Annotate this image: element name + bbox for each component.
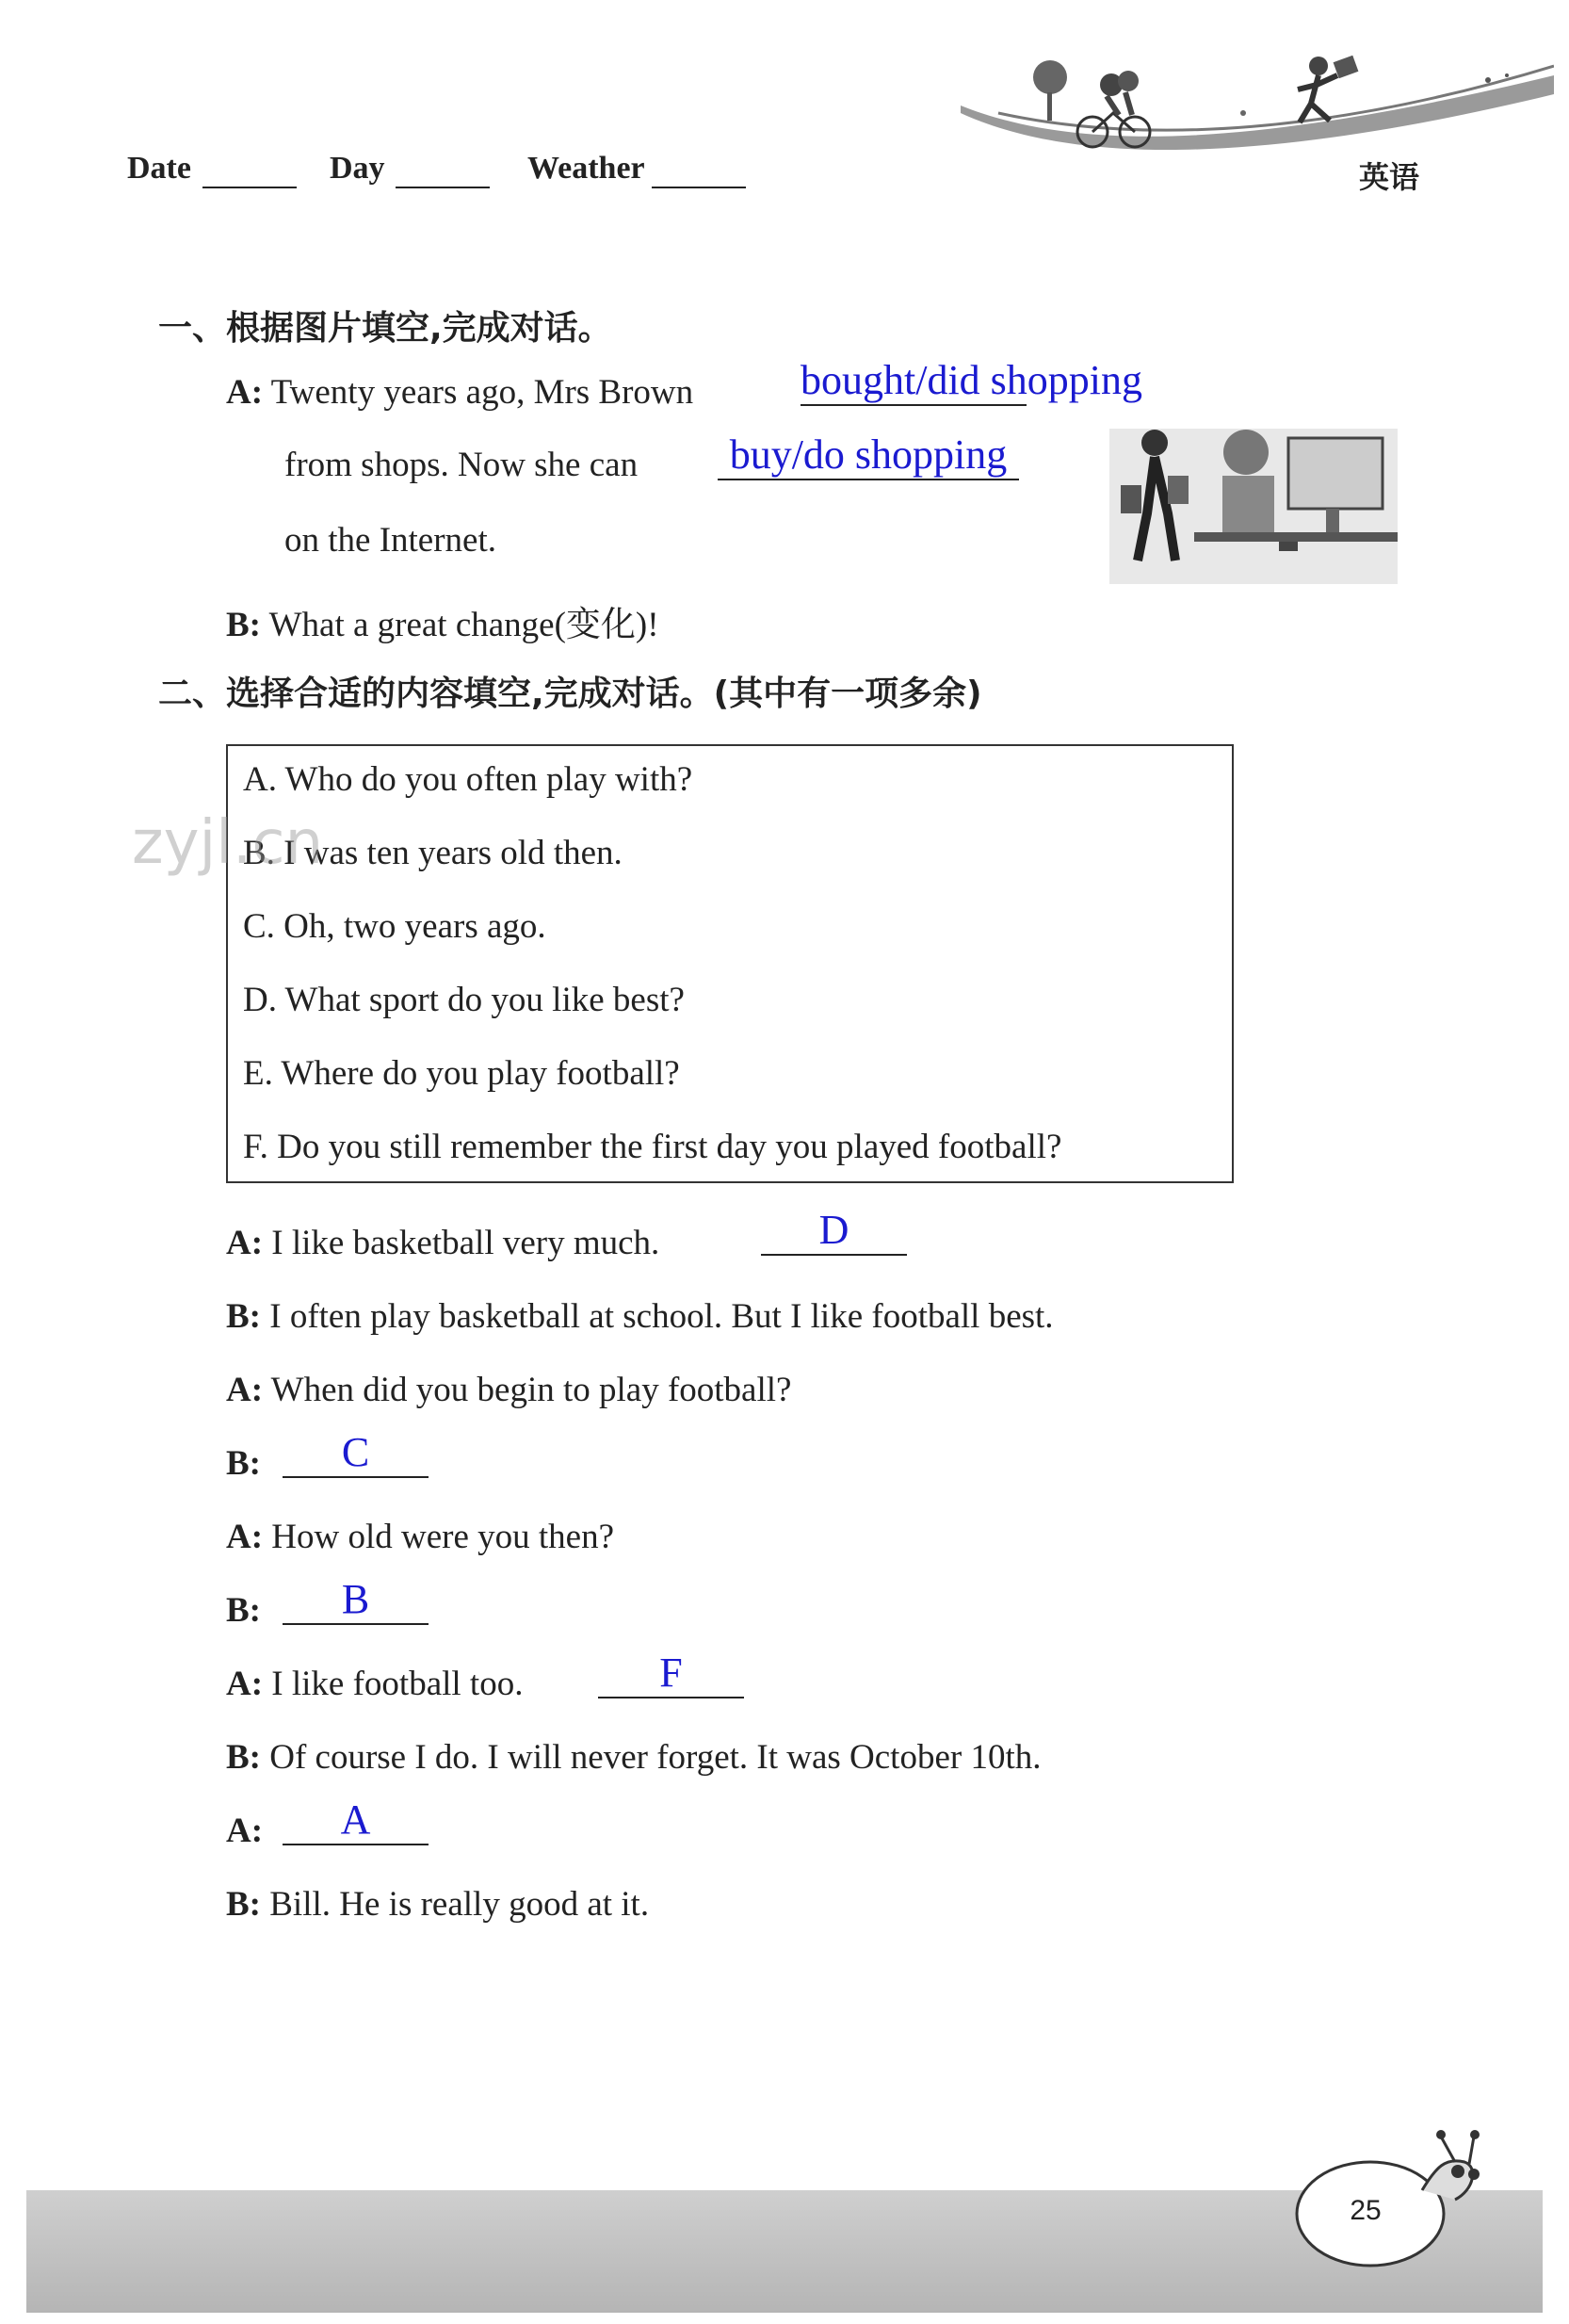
- option-e: E. Where do you play football?: [243, 1054, 680, 1093]
- speaker-a: A:: [226, 1812, 264, 1850]
- section1-title: 一、根据图片填空,完成对话。: [158, 309, 612, 348]
- date-blank: [202, 158, 297, 188]
- day-label: Day: [330, 151, 385, 186]
- speaker-a: A:: [226, 1665, 264, 1703]
- page-number: 25: [1350, 2195, 1382, 2226]
- answer-blank-d[interactable]: D: [761, 1206, 907, 1256]
- speaker-a: A:: [226, 1224, 264, 1262]
- answer-blank-a[interactable]: A: [283, 1796, 429, 1845]
- dialogue-line-2: [226, 1296, 1054, 1337]
- weather-label: Weather: [527, 151, 645, 186]
- shopping-illustration: [1109, 419, 1398, 589]
- dialogue-text: I like football too.: [271, 1665, 524, 1703]
- option-c: C. Oh, two years ago.: [243, 907, 546, 946]
- answer-blank-2[interactable]: buy/do shopping: [718, 431, 1019, 480]
- answer-blank-b[interactable]: B: [283, 1575, 429, 1625]
- speaker-b: B:: [226, 1738, 261, 1777]
- speaker-b: B:: [226, 1885, 261, 1924]
- answer-blank-f[interactable]: F: [598, 1649, 744, 1698]
- dialogue-line-4: [226, 1443, 261, 1484]
- speaker-b: B:: [226, 1444, 261, 1483]
- dialogue-text: Bill. He is really good at it.: [269, 1885, 650, 1924]
- dialogue-text: I like basketball very much.: [271, 1224, 660, 1262]
- speaker-b: B:: [226, 1591, 261, 1630]
- options-box: [226, 744, 1234, 1183]
- section1-line3: on the Internet.: [284, 521, 496, 560]
- answer-blank-1[interactable]: bought/did shopping: [801, 356, 1027, 406]
- option-b: B. I was ten years old then.: [243, 834, 623, 872]
- dialogue-line-3: [226, 1370, 791, 1410]
- dialogue-line-8: [226, 1737, 1042, 1778]
- speaker-a: A:: [226, 373, 264, 412]
- dialogue-line-1: [226, 1223, 659, 1263]
- subject-label: 英语: [1359, 159, 1420, 195]
- dialogue-text: When did you begin to play football?: [270, 1371, 792, 1409]
- date-label: Date: [127, 151, 191, 186]
- speaker-a: A:: [226, 1518, 264, 1556]
- watermark: zyjl.cn: [132, 808, 324, 878]
- section1-line2: from shops. Now she can: [284, 446, 639, 484]
- weather-blank: [652, 158, 746, 188]
- line1-text: Twenty years ago, Mrs Brown: [270, 373, 694, 412]
- section1-line4: [226, 595, 659, 646]
- dialogue-line-6: [226, 1590, 261, 1631]
- dialogue-line-7: [226, 1664, 523, 1704]
- dialogue-line-10: [226, 1884, 649, 1925]
- day-blank: [396, 158, 490, 188]
- section1-line1: [226, 372, 693, 413]
- option-a: A. Who do you often play with?: [243, 760, 693, 799]
- dialogue-text: Of course I do. I will never forget. It was October 10th.: [269, 1738, 1042, 1777]
- speaker-b: B:: [226, 606, 261, 644]
- option-d: D. What sport do you like best?: [243, 981, 685, 1019]
- answer-blank-c[interactable]: C: [283, 1428, 429, 1478]
- speaker-a: A:: [226, 1371, 264, 1409]
- option-f: F. Do you still remember the first day you played football?: [243, 1128, 1062, 1166]
- line4-text: What a great change(变化)!: [268, 606, 659, 644]
- dialogue-line-9: [226, 1811, 263, 1851]
- section2-title: 二、选择合适的内容填空,完成对话。(其中有一项多余): [158, 674, 982, 713]
- header-illustration: [961, 38, 1554, 160]
- speaker-b: B:: [226, 1297, 261, 1336]
- dialogue-text: How old were you then?: [271, 1518, 615, 1556]
- dialogue-text: I often play basketball at school. But I like football best.: [269, 1297, 1054, 1336]
- dialogue-line-5: [226, 1517, 614, 1557]
